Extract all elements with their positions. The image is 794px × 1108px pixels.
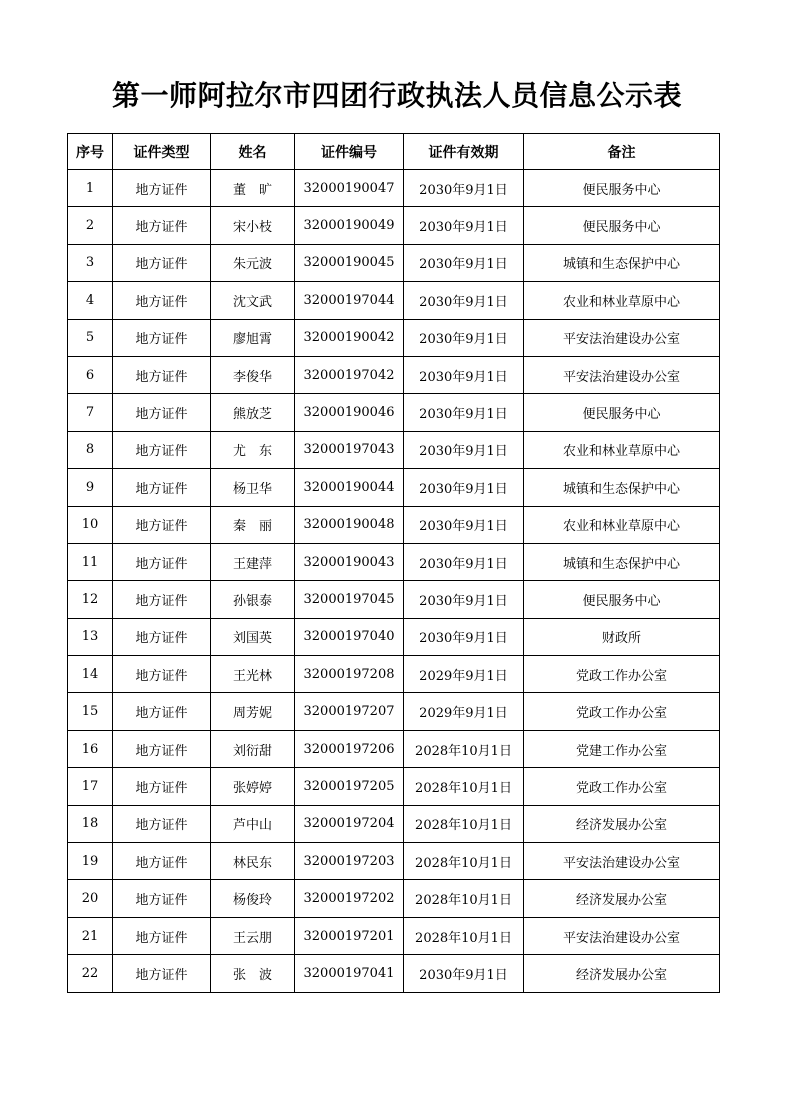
table-row: [68, 880, 720, 917]
cell-certificate-type: 地方证件: [113, 244, 211, 281]
cell-index: 15: [68, 693, 113, 730]
cell-index: 4: [68, 282, 113, 319]
cell-index: 10: [68, 506, 113, 543]
cell-certificate-type: 地方证件: [113, 506, 211, 543]
cell-index: 11: [68, 543, 113, 580]
cell-validity: 2030年9月1日: [404, 394, 524, 431]
cell-certificate-type: 地方证件: [113, 394, 211, 431]
cell-validity: 2030年9月1日: [404, 431, 524, 468]
cell-certificate-type: 地方证件: [113, 693, 211, 730]
cell-validity: 2028年10月1日: [404, 880, 524, 917]
cell-validity: 2028年10月1日: [404, 805, 524, 842]
table-row: [68, 506, 720, 543]
cell-name: 刘国英: [211, 618, 295, 655]
table-row: [68, 843, 720, 880]
table-row: [68, 656, 720, 693]
cell-index: 1: [68, 170, 113, 207]
cell-remarks: 党政工作办公室: [524, 768, 720, 805]
cell-name: 宋小枝: [211, 207, 295, 244]
page-title: 第一师阿拉尔市四团行政执法人员信息公示表: [111, 79, 682, 112]
cell-name: 芦中山: [211, 805, 295, 842]
cell-remarks: 经济发展办公室: [524, 805, 720, 842]
column-header-index: 序号: [68, 134, 113, 170]
cell-remarks: 便民服务中心: [524, 394, 720, 431]
cell-remarks: 农业和林业草原中心: [524, 431, 720, 468]
cell-name: 张婷婷: [211, 768, 295, 805]
cell-name: 王光林: [211, 656, 295, 693]
cell-index: 8: [68, 431, 113, 468]
cell-index: 2: [68, 207, 113, 244]
cell-name: 张 波: [211, 955, 295, 992]
cell-certificate-number: 32000190044: [295, 469, 404, 506]
cell-remarks: 便民服务中心: [524, 207, 720, 244]
table-row: [68, 170, 720, 207]
cell-certificate-number: 32000197041: [295, 955, 404, 992]
column-header-remarks: 备注: [524, 134, 720, 170]
cell-remarks: 党政工作办公室: [524, 693, 720, 730]
cell-certificate-number: 32000197042: [295, 356, 404, 393]
cell-remarks: 平安法治建设办公室: [524, 356, 720, 393]
cell-certificate-type: 地方证件: [113, 768, 211, 805]
cell-name: 杨卫华: [211, 469, 295, 506]
cell-validity: 2028年10月1日: [404, 768, 524, 805]
cell-certificate-type: 地方证件: [113, 319, 211, 356]
cell-index: 17: [68, 768, 113, 805]
cell-certificate-number: 32000197205: [295, 768, 404, 805]
cell-certificate-number: 32000190043: [295, 543, 404, 580]
cell-validity: 2030年9月1日: [404, 170, 524, 207]
cell-validity: 2030年9月1日: [404, 506, 524, 543]
cell-index: 21: [68, 917, 113, 954]
table-header-row: [68, 134, 720, 170]
cell-remarks: 党政工作办公室: [524, 656, 720, 693]
column-header-certificate-number: 证件编号: [295, 134, 404, 170]
cell-certificate-number: 32000190042: [295, 319, 404, 356]
cell-certificate-type: 地方证件: [113, 880, 211, 917]
column-header-certificate-type: 证件类型: [113, 134, 211, 170]
cell-certificate-type: 地方证件: [113, 917, 211, 954]
cell-name: 尤 东: [211, 431, 295, 468]
cell-certificate-number: 32000190049: [295, 207, 404, 244]
cell-remarks: 平安法治建设办公室: [524, 917, 720, 954]
cell-certificate-number: 32000190048: [295, 506, 404, 543]
cell-certificate-number: 32000190047: [295, 170, 404, 207]
cell-name: 沈文武: [211, 282, 295, 319]
cell-remarks: 党建工作办公室: [524, 730, 720, 767]
cell-index: 13: [68, 618, 113, 655]
cell-index: 18: [68, 805, 113, 842]
cell-name: 孙银泰: [211, 581, 295, 618]
column-header-name: 姓名: [211, 134, 295, 170]
cell-validity: 2030年9月1日: [404, 618, 524, 655]
cell-index: 9: [68, 469, 113, 506]
table-row: [68, 805, 720, 842]
table-row: [68, 282, 720, 319]
cell-index: 14: [68, 656, 113, 693]
table-row: [68, 618, 720, 655]
cell-certificate-type: 地方证件: [113, 843, 211, 880]
cell-name: 林民东: [211, 843, 295, 880]
cell-name: 李俊华: [211, 356, 295, 393]
cell-validity: 2030年9月1日: [404, 581, 524, 618]
cell-name: 周芳妮: [211, 693, 295, 730]
cell-certificate-type: 地方证件: [113, 805, 211, 842]
table-row: [68, 394, 720, 431]
cell-certificate-type: 地方证件: [113, 469, 211, 506]
cell-remarks: 城镇和生态保护中心: [524, 469, 720, 506]
table-body: [68, 170, 720, 993]
cell-certificate-type: 地方证件: [113, 543, 211, 580]
table-row: [68, 543, 720, 580]
cell-validity: 2029年9月1日: [404, 656, 524, 693]
cell-remarks: 平安法治建设办公室: [524, 319, 720, 356]
cell-remarks: 财政所: [524, 618, 720, 655]
cell-certificate-type: 地方证件: [113, 730, 211, 767]
cell-certificate-type: 地方证件: [113, 656, 211, 693]
cell-index: 22: [68, 955, 113, 992]
cell-name: 董 旷: [211, 170, 295, 207]
cell-certificate-type: 地方证件: [113, 581, 211, 618]
table-row: [68, 768, 720, 805]
cell-certificate-type: 地方证件: [113, 955, 211, 992]
cell-index: 6: [68, 356, 113, 393]
cell-index: 16: [68, 730, 113, 767]
table-row: [68, 693, 720, 730]
cell-name: 刘衍甜: [211, 730, 295, 767]
cell-validity: 2029年9月1日: [404, 693, 524, 730]
cell-index: 12: [68, 581, 113, 618]
cell-validity: 2030年9月1日: [404, 282, 524, 319]
column-header-validity: 证件有效期: [404, 134, 524, 170]
table-row: [68, 319, 720, 356]
cell-certificate-number: 32000197040: [295, 618, 404, 655]
cell-index: 20: [68, 880, 113, 917]
table-row: [68, 356, 720, 393]
cell-remarks: 便民服务中心: [524, 170, 720, 207]
personnel-table: [67, 133, 720, 993]
cell-index: 3: [68, 244, 113, 281]
cell-remarks: 城镇和生态保护中心: [524, 543, 720, 580]
table-row: [68, 730, 720, 767]
cell-certificate-number: 32000190045: [295, 244, 404, 281]
cell-validity: 2028年10月1日: [404, 917, 524, 954]
table-row: [68, 431, 720, 468]
cell-validity: 2030年9月1日: [404, 469, 524, 506]
cell-validity: 2030年9月1日: [404, 356, 524, 393]
cell-name: 熊放芝: [211, 394, 295, 431]
table-row: [68, 917, 720, 954]
cell-validity: 2030年9月1日: [404, 319, 524, 356]
cell-certificate-number: 32000197203: [295, 843, 404, 880]
cell-validity: 2030年9月1日: [404, 244, 524, 281]
table-row: [68, 955, 720, 992]
cell-index: 7: [68, 394, 113, 431]
cell-index: 19: [68, 843, 113, 880]
cell-certificate-number: 32000197207: [295, 693, 404, 730]
cell-name: 秦 丽: [211, 506, 295, 543]
cell-certificate-type: 地方证件: [113, 282, 211, 319]
table-row: [68, 244, 720, 281]
cell-certificate-number: 32000197044: [295, 282, 404, 319]
cell-certificate-number: 32000197206: [295, 730, 404, 767]
cell-certificate-type: 地方证件: [113, 170, 211, 207]
cell-index: 5: [68, 319, 113, 356]
cell-validity: 2030年9月1日: [404, 955, 524, 992]
cell-remarks: 经济发展办公室: [524, 955, 720, 992]
cell-certificate-type: 地方证件: [113, 431, 211, 468]
cell-certificate-type: 地方证件: [113, 356, 211, 393]
cell-certificate-number: 32000197204: [295, 805, 404, 842]
cell-certificate-number: 32000197202: [295, 880, 404, 917]
cell-remarks: 农业和林业草原中心: [524, 282, 720, 319]
cell-validity: 2030年9月1日: [404, 543, 524, 580]
cell-certificate-type: 地方证件: [113, 207, 211, 244]
cell-validity: 2028年10月1日: [404, 730, 524, 767]
cell-name: 杨俊玲: [211, 880, 295, 917]
cell-certificate-type: 地方证件: [113, 618, 211, 655]
table-row: [68, 207, 720, 244]
cell-certificate-number: 32000197045: [295, 581, 404, 618]
cell-validity: 2030年9月1日: [404, 207, 524, 244]
table-row: [68, 469, 720, 506]
cell-certificate-number: 32000197043: [295, 431, 404, 468]
cell-remarks: 经济发展办公室: [524, 880, 720, 917]
table-row: [68, 581, 720, 618]
cell-name: 王云朋: [211, 917, 295, 954]
cell-remarks: 农业和林业草原中心: [524, 506, 720, 543]
cell-name: 王建萍: [211, 543, 295, 580]
cell-certificate-number: 32000197201: [295, 917, 404, 954]
cell-remarks: 平安法治建设办公室: [524, 843, 720, 880]
cell-validity: 2028年10月1日: [404, 843, 524, 880]
cell-remarks: 城镇和生态保护中心: [524, 244, 720, 281]
cell-name: 廖旭霄: [211, 319, 295, 356]
cell-name: 朱元波: [211, 244, 295, 281]
cell-remarks: 便民服务中心: [524, 581, 720, 618]
cell-certificate-number: 32000197208: [295, 656, 404, 693]
cell-certificate-number: 32000190046: [295, 394, 404, 431]
